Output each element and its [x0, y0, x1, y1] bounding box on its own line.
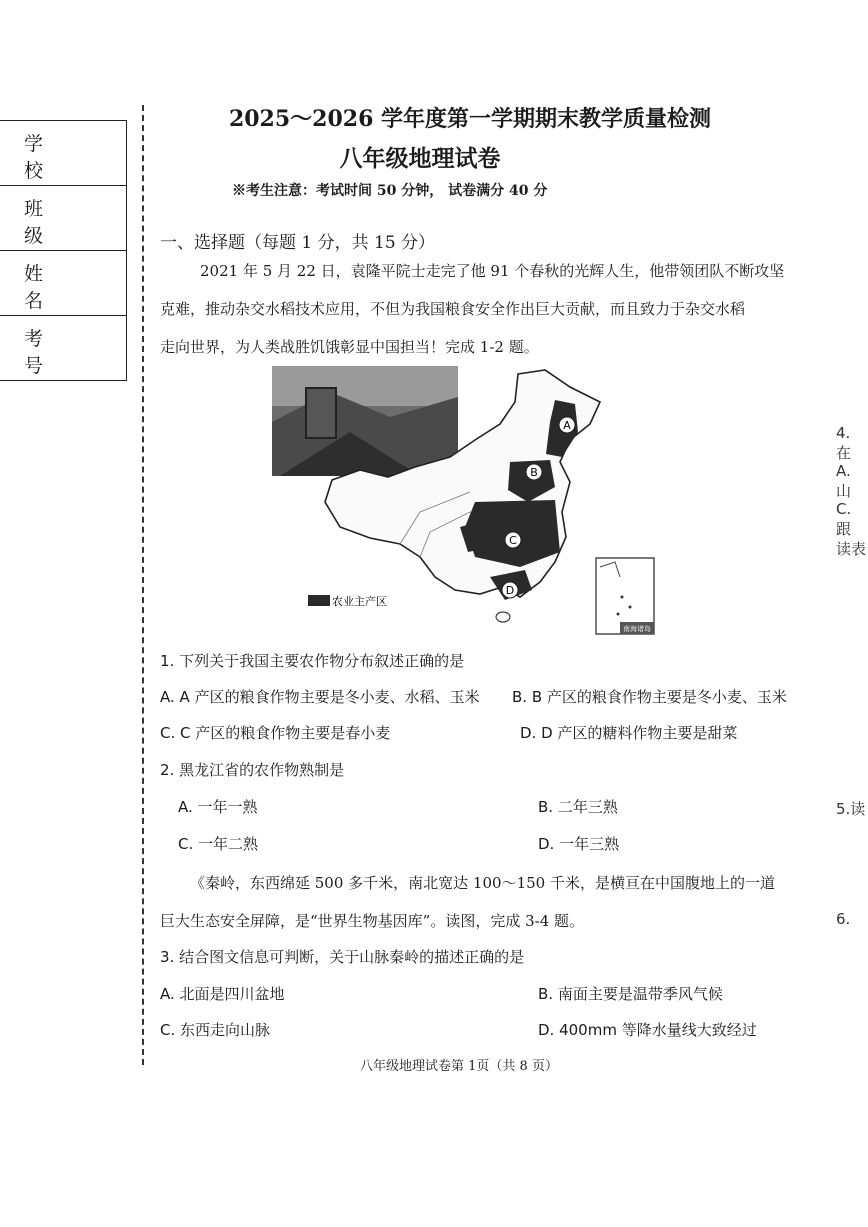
- intro-line: 2021 年 5 月 22 日，袁隆平院士走完了他 91 个春秋的光辉人生，他带领团队不断攻坚: [200, 262, 785, 280]
- intro-line: 巨大生态安全屏障，是“世界生物基因库”。读图，完成 3-4 题。: [160, 912, 585, 930]
- q1-option-c: C. C 产区的粮食作物主要是春小麦: [160, 724, 391, 742]
- side-fragment: 6.: [836, 910, 851, 928]
- binding-line: [142, 105, 144, 1065]
- intro-line: 《秦岭，东西绵延 500 多千米，南北宽达 100～150 千米，是横亘在中国腹地上的一道: [190, 874, 775, 892]
- side-fragment: 读表: [836, 540, 867, 558]
- info-row-name: [0, 251, 126, 316]
- q2-option-d: D. 一年三熟: [538, 835, 620, 853]
- info-row-school: [0, 121, 126, 186]
- q3-stem: 3. 结合图文信息可判断，关于山脉秦岭的描述正确的是: [160, 948, 525, 966]
- side-fragment: 4. 在: [836, 424, 852, 462]
- page-footer: 八年级地理试卷第 1页（共 8 页）: [360, 1059, 558, 1074]
- china-agriculture-map: [270, 362, 660, 637]
- q2-option-a: A. 一年一熟: [178, 798, 258, 816]
- region-label: A: [563, 419, 571, 432]
- info-label: 考号: [24, 328, 78, 377]
- rice-field-photo: [272, 366, 458, 476]
- info-label: 班级: [24, 198, 78, 247]
- student-info-table: [0, 120, 127, 381]
- map-figure: [270, 362, 660, 637]
- info-row-id: [0, 316, 126, 381]
- q1-option-a: A. A 产区的粮食作物主要是冬小麦、水稻、玉米: [160, 688, 480, 706]
- q3-option-d: D. 400mm 等降水量线大致经过: [538, 1021, 757, 1039]
- info-label: 姓名: [24, 263, 78, 312]
- south-china-sea-inset: [596, 558, 654, 634]
- intro-line: 克难，推动杂交水稻技术应用，不但为我国粮食安全作出巨大贡献，而且致力于杂交水稻: [160, 300, 746, 318]
- q3-option-c: C. 东西走向山脉: [160, 1021, 271, 1039]
- exam-title: 2025～2026 学年度第一学期期末教学质量检测: [228, 106, 712, 132]
- map-legend: 农业主产区: [332, 595, 387, 608]
- q2-option-c: C. 一年二熟: [178, 835, 259, 853]
- region-label: D: [505, 584, 515, 597]
- q2-stem: 2. 黑龙江省的农作物熟制是: [160, 761, 345, 779]
- info-label: 学校: [24, 133, 78, 182]
- section-heading: 一、选择题（每题 1 分，共 15 分）: [160, 233, 436, 253]
- intro-paragraph-1: [160, 252, 808, 366]
- side-fragment: 5.读: [836, 800, 866, 818]
- q2-option-b: B. 二年三熟: [538, 798, 618, 816]
- exam-subtitle: 八年级地理试卷: [339, 145, 501, 172]
- exam-notice: ※考生注意：考试时间 50 分钟， 试卷满分 40 分: [232, 183, 548, 199]
- side-fragment: A. 山: [836, 462, 852, 500]
- region-label: C: [509, 534, 517, 547]
- q3-option-a: A. 北面是四川盆地: [160, 985, 285, 1003]
- q1-option-d: D. D 产区的糖料作物主要是甜菜: [520, 724, 738, 742]
- q3-option-b: B. 南面主要是温带季风气候: [538, 985, 723, 1003]
- region-label: B: [530, 466, 538, 479]
- info-row-class: [0, 186, 126, 251]
- intro-paragraph-2: [160, 864, 808, 940]
- side-fragment: C. 跟: [836, 500, 852, 538]
- q1-option-b: B. B 产区的粮食作物主要是冬小麦、玉米: [512, 688, 787, 706]
- inset-label: 南海诸岛: [623, 625, 651, 633]
- q1-stem: 1. 下列关于我国主要农作物分布叙述正确的是: [160, 652, 465, 670]
- intro-line: 走向世界，为人类战胜饥饿彰显中国担当！完成 1-2 题。: [160, 338, 539, 356]
